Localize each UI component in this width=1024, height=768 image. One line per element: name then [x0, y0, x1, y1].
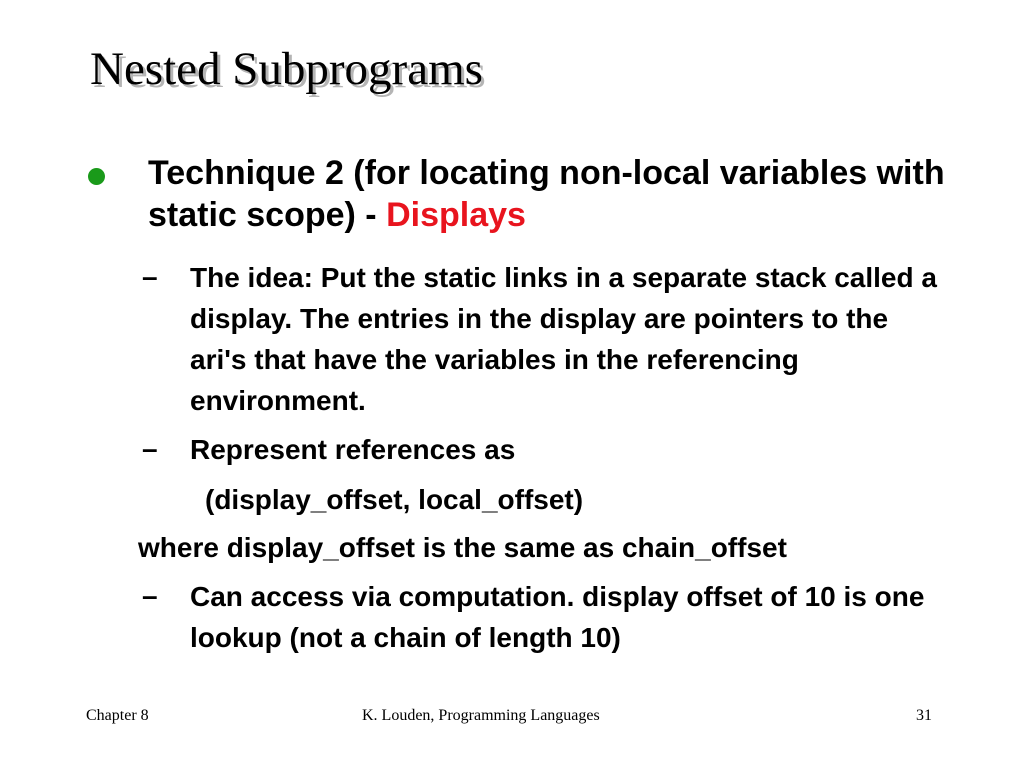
bullet-dot-icon [88, 168, 105, 185]
main-bullet-text [148, 152, 948, 236]
sub-item-text: Can access via computation. display offset of 10 is one lookup (not a chain of length 10) [190, 581, 925, 653]
footer-left: Chapter 8 [86, 707, 149, 724]
where-line: where display_offset is the same as chain_offset [138, 532, 787, 563]
sub-item-text: Represent references as [190, 434, 516, 465]
main-bullet-text-main: Technique 2 (for locating non-local variables with static scope) - [148, 154, 945, 234]
sub-item-text: The idea: Put the static links in a separate stack called a display. The entries in the display are pointers to the ari's that have the variables in the referencing environment. [190, 262, 937, 416]
footer-page-number: 31 [916, 707, 932, 724]
sub-item-dash: – [142, 433, 158, 464]
slide-title: Nested Subprograms [90, 43, 483, 95]
indented-code-line: (display_offset, local_offset) [205, 484, 584, 515]
sub-item-dash: – [142, 580, 158, 611]
main-bullet-text-accent: Displays [386, 196, 526, 234]
footer-center: K. Louden, Programming Languages [362, 707, 600, 724]
sub-item-dash: – [142, 261, 158, 292]
